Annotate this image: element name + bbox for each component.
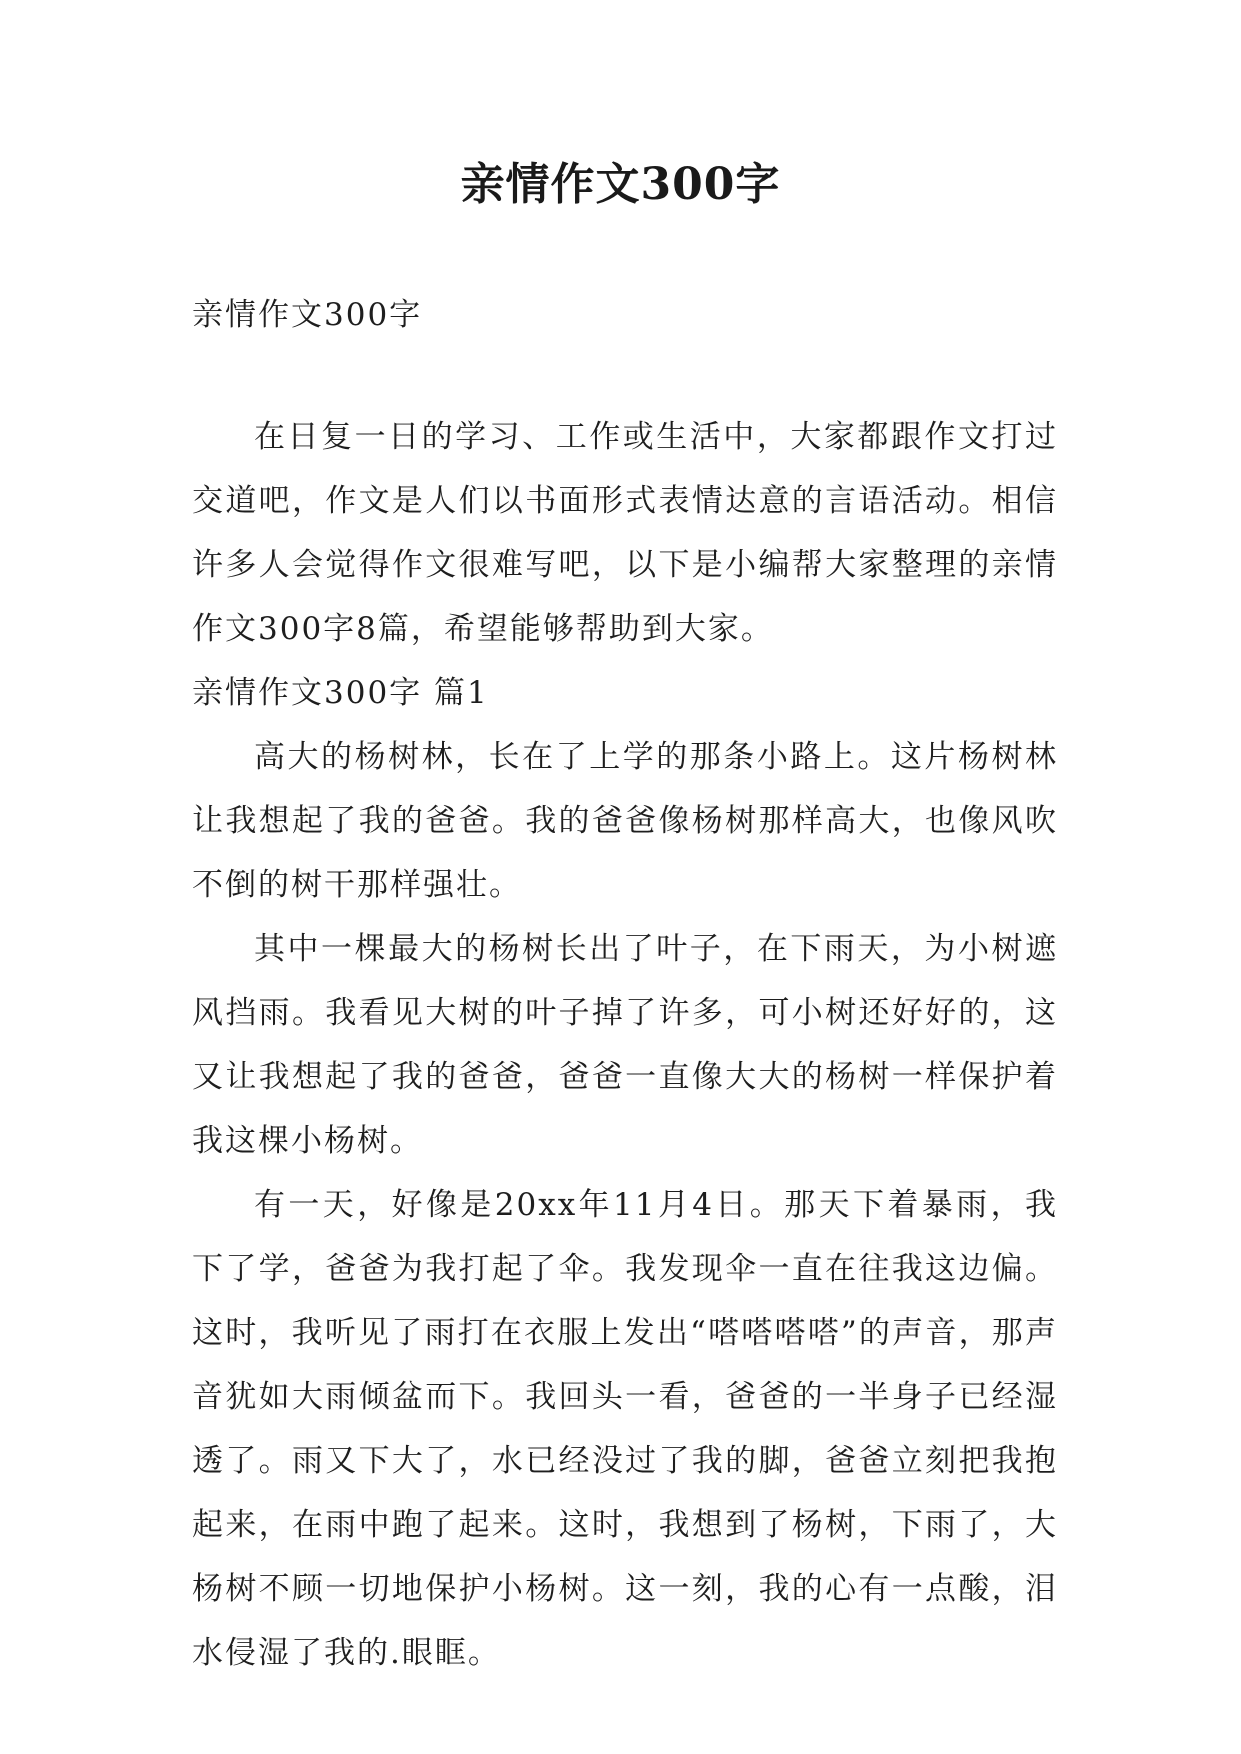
section-heading: 亲情作文300字 篇1 xyxy=(192,675,489,711)
document-title: 亲情作文300字 xyxy=(460,159,781,210)
document-body xyxy=(192,405,1058,1685)
document-subtitle: 亲情作文300字 xyxy=(192,297,423,333)
body-paragraph: 有一天，好像是20xx年11月4日。那天下着暴雨，我下了学，爸爸为我打起了伞。我发现伞一直在往我这边偏。这时，我听见了雨打在衣服上发出“嗒嗒嗒嗒”的声音，那声音犹如大雨倾盆而下。我回头一看，爸爸的一半身子已经湿透了。雨又下大了，水已经没过了我的脚，爸爸立刻把我抱起来，在雨中跑了起来。这时，我想到了杨树，下雨了，大杨树不顾一切地保护小杨树。这一刻，我的心有一点酸，泪水侵湿了我的.眼眶。 xyxy=(192,1187,1058,1671)
body-paragraph: 高大的杨树林，长在了上学的那条小路上。这片杨树林让我想起了我的爸爸。我的爸爸像杨树那样高大，也像风吹不倒的树干那样强壮。 xyxy=(192,739,1058,903)
intro-paragraph: 在日复一日的学习、工作或生活中，大家都跟作文打过交道吧，作文是人们以书面形式表情达意的言语活动。相信许多人会觉得作文很难写吧，以下是小编帮大家整理的亲情作文300字8篇，希望能够帮助到大家。 xyxy=(192,419,1058,647)
body-paragraph: 其中一棵最大的杨树长出了叶子，在下雨天，为小树遮风挡雨。我看见大树的叶子掉了许多，可小树还好好的，这又让我想起了我的爸爸，爸爸一直像大大的杨树一样保护着我这棵小杨树。 xyxy=(192,931,1058,1159)
